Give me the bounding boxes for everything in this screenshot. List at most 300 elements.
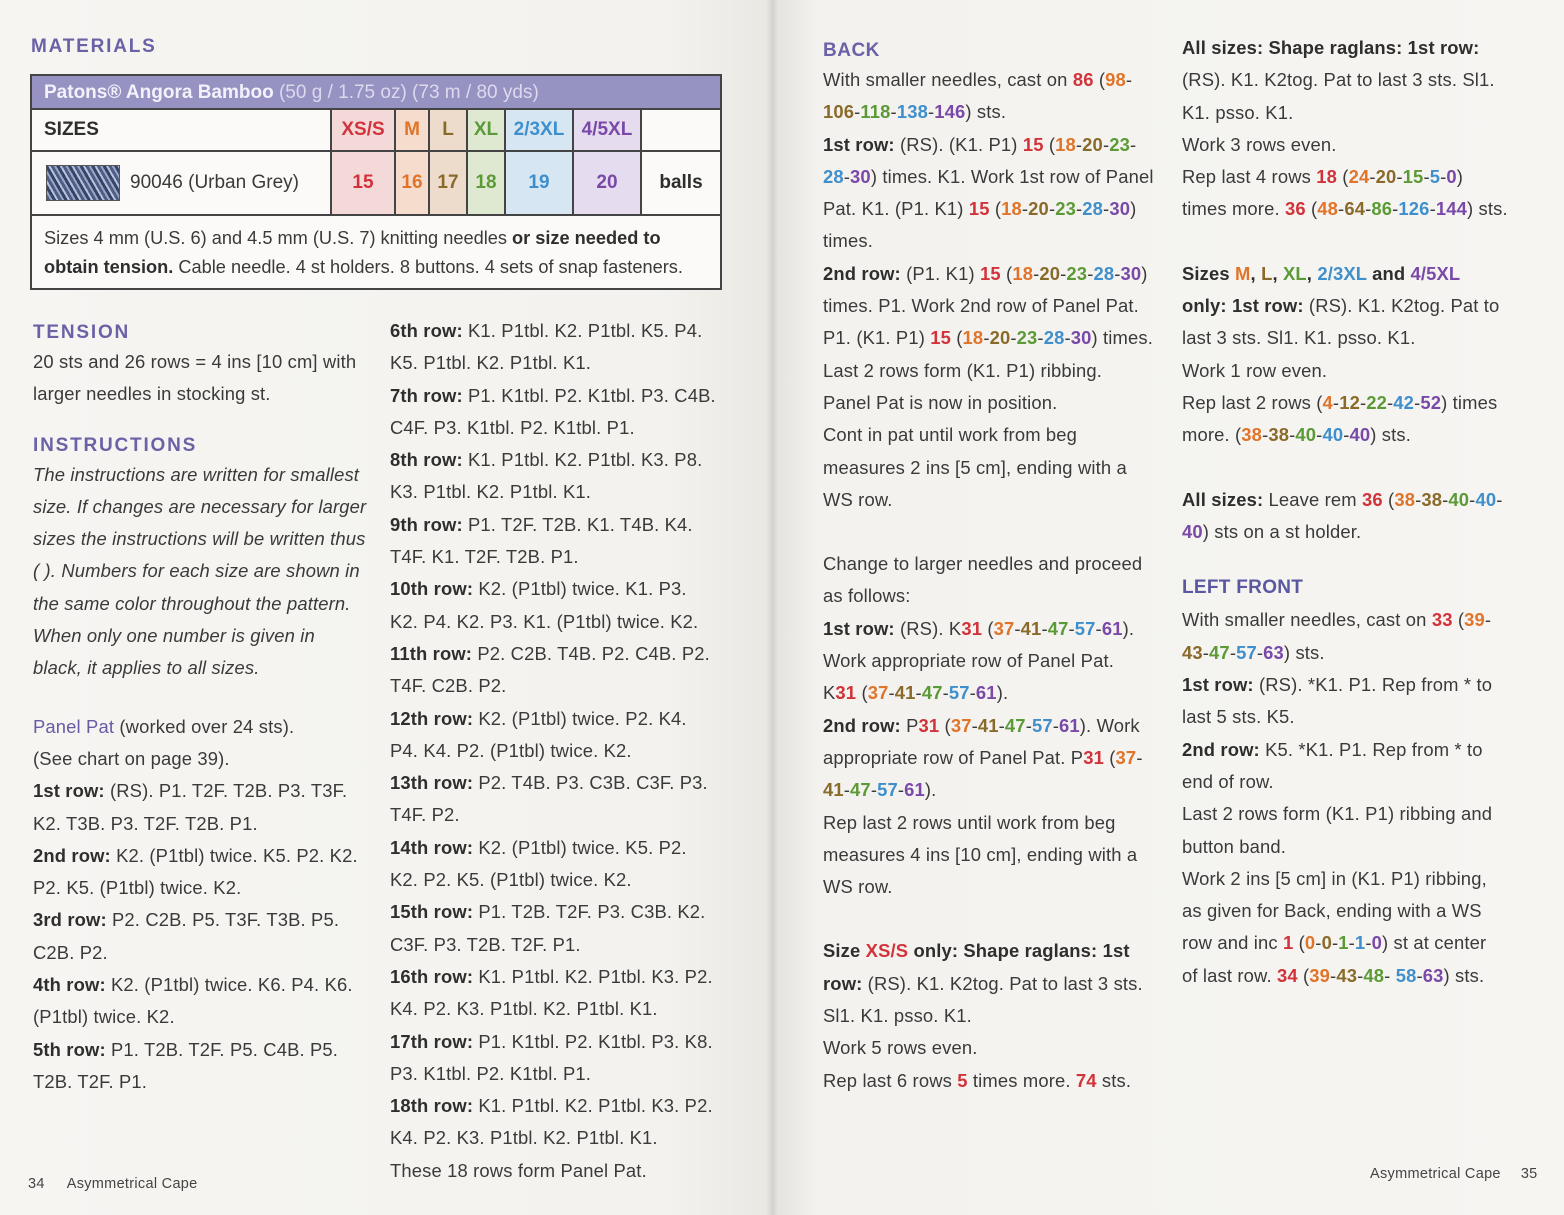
t: ). [996,682,1009,704]
qty-xs-s: 15 [332,152,396,214]
spacer [33,411,373,433]
panel-row-cont: K2. P2. K5. (P1tbl) twice. K2. [390,869,632,891]
t: K1. P1tbl. K2. P1tbl. K3. P2. [473,1095,713,1117]
panel-row [390,573,730,605]
t: - [890,101,897,123]
t: - [1396,166,1403,188]
size-value: 18 [962,327,984,349]
row-label: 13th row: [390,772,474,794]
size-value: 47 [1047,617,1069,639]
size-value: 30 [1109,198,1131,220]
panel-row-cont: K4. P2. K3. P1tbl. K2. P1tbl. K1. [390,1127,658,1149]
t: K5. *K1. P1. Rep from * to [1259,738,1483,760]
panel-row [390,832,730,864]
size-l: L [430,110,468,150]
lf-r2 [1182,734,1527,766]
size-value: 31 [918,714,940,736]
t: - [843,165,851,187]
all-raglans-a: (RS). K1. K2tog. Pat to last 3 sts. Sl1. [1182,69,1495,91]
t: times more. [1182,198,1285,220]
t: - [1338,198,1345,220]
t: ( [951,327,963,349]
size-value: 38 [1268,424,1290,446]
size-value: 138 [896,101,928,123]
t: - [983,327,990,349]
t: (RS). K [894,617,962,639]
xs-row [823,968,1163,1000]
size-value: 33 [1431,609,1453,631]
t: K2. (P1tbl) twice. K5. P2. [473,836,687,858]
qty-4-5xl: 20 [574,152,642,214]
t: - [1103,198,1110,220]
size-value: 1 [1338,932,1349,954]
size-value: 41 [823,779,844,801]
t: P [900,714,919,736]
instructions-line: sizes the instructions will be written thus [33,528,366,550]
t: All sizes: Shape raglans: 1st row: [1182,37,1480,58]
t: ( [1382,488,1395,510]
size-value: 63 [1263,641,1284,663]
size-value: 61 [904,779,925,801]
row-label: 14th row: [390,836,474,858]
size-value: 57 [948,682,970,704]
t: - [1010,327,1017,349]
t: - [1484,609,1492,631]
size-value: 52 [1420,391,1442,413]
size-value: 86 [1371,198,1393,220]
size-value: 20 [1375,166,1397,188]
size-value: 0 [1304,932,1316,954]
back-cont-2: measures 2 ins [5 cm], ending with a [823,456,1127,478]
sizes-only-work: Work 1 row even. [1182,359,1328,381]
yarn-brand: Patons® Angora Bamboo [44,82,274,103]
panel-rows-a [33,775,373,1098]
size-value: 39 [1309,964,1331,986]
t: K2. (P1tbl) twice. P2. K4. [473,707,687,729]
size-value: 38 [1394,488,1416,510]
t: Rep last 2 rows ( [1182,391,1323,413]
t: 5 [957,1069,968,1091]
back-ws-row: WS row. [823,488,893,510]
t: ) [1456,166,1464,188]
t: - [1102,133,1110,155]
t: - [1365,198,1372,220]
t: - [1469,488,1476,510]
row-label: 9th row: [390,513,463,535]
size-value: 126 [1398,198,1430,220]
t: - [1496,488,1503,510]
size-value: 31 [961,617,983,639]
sizes-row [32,110,720,152]
size-value: 40 [1349,424,1371,446]
tension-line-1: 20 sts and 26 rows = 4 ins [10 cm] with [33,351,357,372]
row-label: 2nd row: [1182,738,1260,760]
row-label: 2nd row: [823,262,901,284]
t: - [1052,714,1060,736]
sizes-only-rep [1182,387,1527,419]
panel-row [33,840,373,872]
t: P1. K1tbl. P2. K1tbl. P3. C4B. [462,384,716,406]
sizes-only-row [1182,290,1527,322]
size-value: 41 [977,714,999,736]
row-label: 15th row: [390,901,474,923]
size-value: 58 [1395,964,1417,986]
size-value: 15 [968,198,990,220]
qty-2-3xl: 19 [506,152,574,214]
back-ribbing-2: Panel Pat is now in position. [823,391,1058,413]
panel-row-cont: T2B. T2F. P1. [33,1070,148,1092]
t: (RS). K1. K2tog. Pat to [1303,295,1500,317]
all-raglans-b: K1. psso. K1. [1182,101,1294,123]
t: - [1440,166,1447,188]
row-label: 7th row: [390,384,463,406]
size-value: 4/5XL [1410,262,1461,284]
qty-l: 17 [430,152,468,214]
t: ( [982,617,994,639]
size-value: 1 [1282,932,1294,954]
size-value: 31 [1083,746,1104,768]
size-value: M [1235,262,1251,284]
row-label: 11th row: [390,642,473,664]
panel-row-cont: P2. K5. (P1tbl) twice. K2. [33,877,242,899]
t: sts. [1096,1069,1132,1091]
needles-c: Cable needle. 4 st holders. 8 buttons. 4 sets of snap fasteners. [173,257,683,277]
size-value: 28 [823,165,844,187]
back-cast-on [823,64,1163,96]
all-work: Work 3 rows even. [1182,133,1337,155]
sizes-only-heading [1182,258,1527,290]
right-column-1 [823,38,1163,1097]
t: - [1075,133,1083,155]
size-value: 28 [1082,198,1104,220]
size-value: 30 [1070,327,1092,349]
size-value: 47 [1004,714,1026,736]
panel-row-cont: T4F. K1. T2F. T2B. P1. [390,546,579,568]
lf-r2b: end of row. [1182,770,1274,792]
t: K1. P1tbl. K2. P1tbl. K3. P2. [473,965,713,987]
t: - [1442,488,1449,510]
t: ( [1305,198,1318,220]
size-value: L [1261,262,1273,284]
t: - [1416,964,1423,986]
t: All sizes: [1182,488,1264,510]
size-value: 34 [1276,964,1298,986]
page-number: 34 [28,1176,45,1192]
t: - [1060,262,1067,284]
yarn-color [32,152,332,214]
row-label: 16th row: [390,965,474,987]
size-value: 20 [1082,133,1103,155]
t: - [1021,198,1029,220]
size-value: 40 [1295,424,1317,446]
t: - [1316,424,1323,446]
t: - [1315,932,1322,954]
panel-row-cont: P3. K1tbl. P2. K1tbl. P1. [390,1062,592,1084]
t: - [971,714,978,736]
t: - [1048,198,1056,220]
row-label: 8th row: [390,449,463,471]
t: ( [1104,746,1116,768]
panel-pat-title [33,711,373,743]
t: (P1. K1) [900,262,981,284]
back-change-1: Change to larger needles and proceed [823,553,1143,575]
t: ( [1000,262,1013,284]
sizes-only-b: last 3 sts. Sl1. K1. psso. K1. [1182,327,1416,349]
size-value: 20 [1028,198,1049,220]
instructions-line: When only one number is given in [33,625,315,647]
quantity-row [32,152,720,216]
size-value: 23 [1016,327,1038,349]
t: - [1415,488,1422,510]
instructions-line: black, it applies to all sizes. [33,657,260,679]
panel-row-cont: C4F. P3. K1tbl. P2. K1tbl. P1. [390,416,635,438]
t: P1. K1tbl. P2. K1tbl. P3. K8. [473,1030,713,1052]
t: - [1068,617,1075,639]
t: ) sts. [1443,964,1485,986]
tension-line-2: larger needles in stocking st. [33,383,271,405]
size-value: 2/3XL [1317,262,1367,284]
size-value: 30 [850,165,871,187]
t: - [1262,424,1269,446]
t: ( [989,198,1002,220]
panel-row [33,969,373,1001]
panel-row [33,775,373,807]
spacer [823,516,1163,548]
back-lr2d [823,774,1163,806]
t: of last row. [1182,964,1277,986]
panel-row [390,315,730,347]
t: - [1202,641,1210,663]
row-label: 5th row: [33,1038,106,1060]
spacer [1182,452,1527,484]
size-value: 40 [1182,520,1203,542]
t: - [1014,617,1021,639]
instructions-line: the same color throughout the pattern. [33,592,351,614]
size-value: 61 [1059,714,1080,736]
t: ( [1337,166,1349,188]
back-times: times. [823,230,873,252]
back-ribbing-1: Last 2 rows form (K1. P1) ribbing. [823,359,1103,381]
right-folio [1370,1166,1538,1182]
size-value: 144 [1435,198,1467,220]
t: ( [939,714,951,736]
t: - [1331,932,1339,954]
t: XS/S [865,940,909,962]
t: - [1256,641,1264,663]
t: more. ( [1182,424,1242,446]
size-value: 18 [1055,133,1076,155]
row-label: 3rd row: [33,909,107,931]
left-column-2 [390,315,730,1187]
t: - [1429,198,1436,220]
row-label: 1st row: [823,133,895,155]
materials-heading: MATERIALS [31,36,157,57]
panel-rows-b [390,315,730,1155]
page-gutter [766,0,778,1215]
back-cast-on-b [823,96,1163,128]
panel-row [390,1026,730,1058]
size-value: 12 [1339,391,1360,413]
lf-cast [1182,604,1527,636]
t: ) st at center [1381,932,1487,954]
panel-row-cont: K5. P1tbl. K2. P1tbl. K1. [390,352,592,374]
t: - [1075,198,1083,220]
t: - [888,682,895,704]
t: ) times [1441,391,1498,413]
size-value: 38 [1241,424,1263,446]
t: (RS). P1. T2F. T2B. P3. T3F. [104,780,348,802]
size-value: 23 [1109,133,1130,155]
t: ). Work [1079,714,1140,736]
back-ws-row-2: WS row. [823,876,893,898]
size-value: 20 [989,327,1011,349]
back-cont-1: Cont in pat until work from beg [823,424,1078,446]
size-value: 43 [1336,964,1358,986]
size-value: 40 [1475,488,1497,510]
t: - [998,714,1005,736]
size-value: 1 [1354,932,1366,954]
size-value: 31 [835,682,857,704]
size-value: 47 [921,682,943,704]
lf-rib-2: button band. [1182,835,1287,857]
size-value: 41 [1020,617,1042,639]
lf-work-3 [1182,927,1527,959]
row-label: 1st row: [823,617,895,639]
row-label: 1st row: [33,780,105,802]
back-row-2c [823,322,1163,354]
t: P1. (K1. P1) [823,327,931,349]
running-title: Asymmetrical Cape [1370,1166,1501,1182]
panel-row [33,1034,373,1066]
t: K [823,682,836,704]
t: With smaller needles, cast on [823,69,1073,90]
running-title: Asymmetrical Cape [66,1176,198,1192]
size-value: 4 [1322,391,1333,413]
t: K2. (P1tbl) twice. K5. P2. K2. [110,844,358,866]
panel-row-cont: (P1tbl) twice. K2. [33,1006,175,1028]
panel-row [390,638,730,670]
back-row-2b: times. P1. Work 2nd row of Panel Pat. [823,295,1139,317]
t: - [1414,391,1421,413]
t: Pat. K1. (P1. K1) [823,198,969,220]
t: - [927,101,935,123]
t: - [969,682,976,704]
t: (RS). *K1. P1. Rep from * to [1253,674,1493,696]
all-raglans-label [1182,32,1527,64]
row-label: 4th row: [33,974,106,996]
lf-work-4 [1182,960,1527,992]
t: ( [1093,69,1106,90]
t: - [1041,617,1048,639]
t: - [854,101,861,123]
size-value: 28 [1093,262,1115,284]
panel-row [390,380,730,412]
lf-cast-b [1182,637,1527,669]
rem-row [1182,484,1527,516]
lf-r1 [1182,669,1527,701]
size-value: 57 [1074,617,1096,639]
size-value: 24 [1348,166,1370,188]
t: ( [1043,133,1056,155]
t: - [1289,424,1296,446]
sizes-only-more [1182,419,1527,451]
t: , [1272,262,1283,284]
size-value: 40 [1448,488,1470,510]
empty-cell [642,110,720,150]
t: - [1114,262,1121,284]
back-lr2 [823,710,1163,742]
t: - [1064,327,1071,349]
t: ) times. [1091,327,1153,349]
t: - [1129,133,1137,155]
size-value: 36 [1362,488,1383,510]
xs-work: Work 5 rows even. [823,1037,978,1059]
panel-row [390,1090,730,1122]
t: Rep last 4 rows [1182,166,1317,188]
size-value: 0 [1371,932,1382,954]
panel-row [390,703,730,735]
t: - [942,682,949,704]
t: - [1136,746,1143,768]
row-label: only: 1st row: [1182,295,1304,317]
materials-table [30,74,722,290]
all-rep [1182,161,1527,193]
t: - [1229,641,1237,663]
size-value: 48 [1363,964,1385,986]
size-value: 15 [1402,166,1424,188]
size-value: 36 [1284,198,1306,220]
rem-row-b [1182,516,1527,548]
left-front-heading: LEFT FRONT [1182,577,1304,599]
back-heading: BACK [823,40,880,61]
t: P2. C2B. P5. T3F. T3B. P5. [106,909,340,931]
size-value: 39 [1464,609,1485,631]
t: K2. (P1tbl) twice. K6. P4. K6. [105,974,353,996]
back-rep-2: measures 4 ins [10 cm], ending with a [823,843,1138,865]
panel-closing: These 18 rows form Panel Pat. [390,1159,647,1181]
size-value: 15 [980,262,1001,284]
t: 74 [1075,1069,1097,1091]
yarn-band [32,76,720,110]
back-row-1b [823,161,1163,193]
t: P1. T2B. T2F. P3. C3B. K2. [473,901,706,923]
size-value: XL [1282,262,1307,284]
qty-xl: 18 [468,152,506,214]
t: times more. [967,1069,1076,1091]
back-row-1c [823,193,1163,225]
instructions-text [33,459,373,685]
t: - [1387,391,1394,413]
size-value: 47 [850,779,871,801]
t: - [1125,69,1133,90]
size-value: 0 [1446,166,1457,188]
back-change-2: as follows: [823,585,911,607]
panel-row [390,767,730,799]
t: ) sts. [1466,198,1508,220]
size-m: M [396,110,430,150]
size-value: 28 [1043,327,1065,349]
lf-work-2: as given for Back, ending with a WS [1182,900,1482,922]
t: ( [1293,932,1305,954]
needles-text [32,216,720,288]
size-value: 61 [1101,617,1123,639]
t: ) [1130,198,1137,220]
right-column-2 [1182,32,1527,992]
row-label: 12th row: [390,707,474,729]
t: (RS). (K1. P1) [894,133,1023,155]
instructions-line: size. If changes are necessary for larger [33,495,367,517]
t: - [1423,166,1430,188]
